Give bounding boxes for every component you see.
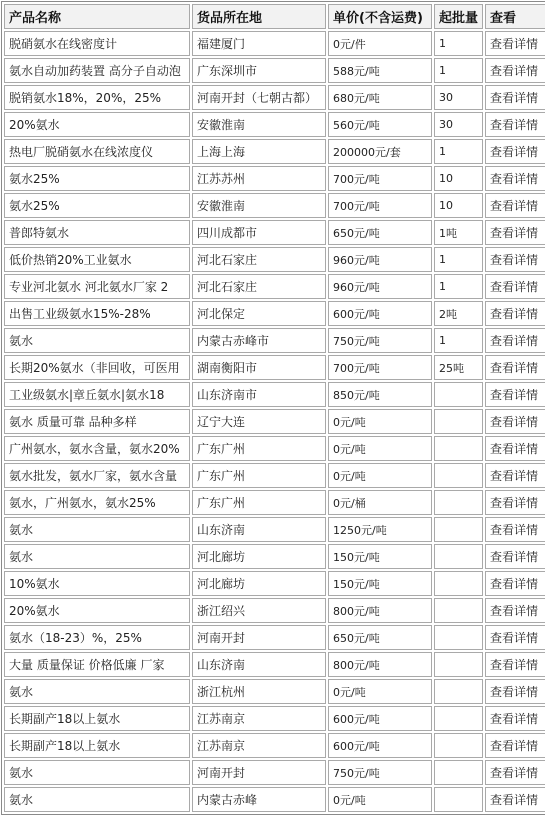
unit-price-cell: 560元/吨 <box>328 112 432 137</box>
min-order-cell: 2吨 <box>434 301 483 326</box>
column-header-view: 查看 <box>485 4 545 29</box>
table-row <box>4 166 545 191</box>
min-order-cell: 1 <box>434 31 483 56</box>
location-cell: 山东济南 <box>192 652 326 677</box>
unit-price-cell: 960元/吨 <box>328 247 432 272</box>
column-header-location: 货品所在地 <box>192 4 326 29</box>
product-name-cell: 10%氨水 <box>4 571 190 596</box>
unit-price-cell: 960元/吨 <box>328 274 432 299</box>
min-order-cell: 1 <box>434 139 483 164</box>
view-details-link[interactable]: 查看详情 <box>485 193 545 218</box>
unit-price-cell: 600元/吨 <box>328 706 432 731</box>
product-name-cell: 工业级氨水|章丘氨水|氨水18 <box>4 382 190 407</box>
view-details-link[interactable]: 查看详情 <box>485 328 545 353</box>
view-details-link[interactable]: 查看详情 <box>485 517 545 542</box>
column-header-min-order: 起批量 <box>434 4 483 29</box>
min-order-cell <box>434 598 483 623</box>
min-order-cell <box>434 571 483 596</box>
unit-price-cell: 750元/吨 <box>328 328 432 353</box>
product-name-cell: 氨水 <box>4 544 190 569</box>
view-details-link[interactable]: 查看详情 <box>485 463 545 488</box>
table-row <box>4 85 545 110</box>
location-cell: 安徽淮南 <box>192 193 326 218</box>
product-name-cell: 出售工业级氨水15%-28% <box>4 301 190 326</box>
table-row <box>4 382 545 407</box>
unit-price-cell: 600元/吨 <box>328 733 432 758</box>
view-details-link[interactable]: 查看详情 <box>485 706 545 731</box>
product-name-cell: 专业河北氨水 河北氨水厂家 2 <box>4 274 190 299</box>
table-row <box>4 544 545 569</box>
product-name-cell: 脱销氨水18%，20%，25% <box>4 85 190 110</box>
view-details-link[interactable]: 查看详情 <box>485 760 545 785</box>
min-order-cell <box>434 409 483 434</box>
column-header-unit-price: 单价(不含运费) <box>328 4 432 29</box>
min-order-cell: 25吨 <box>434 355 483 380</box>
product-name-cell: 20%氨水 <box>4 112 190 137</box>
view-details-link[interactable]: 查看详情 <box>485 787 545 812</box>
location-cell: 江苏南京 <box>192 733 326 758</box>
table-row <box>4 409 545 434</box>
location-cell: 辽宁大连 <box>192 409 326 434</box>
product-name-cell: 长期副产18以上氨水 <box>4 706 190 731</box>
min-order-cell <box>434 652 483 677</box>
min-order-cell: 1 <box>434 247 483 272</box>
header-row <box>4 4 545 29</box>
table-row <box>4 274 545 299</box>
table-row <box>4 571 545 596</box>
view-details-link[interactable]: 查看详情 <box>485 247 545 272</box>
unit-price-cell: 750元/吨 <box>328 760 432 785</box>
location-cell: 内蒙古赤峰市 <box>192 328 326 353</box>
location-cell: 江苏南京 <box>192 706 326 731</box>
product-name-cell: 氨水 质量可靠 品种多样 <box>4 409 190 434</box>
product-name-cell: 普郎特氨水 <box>4 220 190 245</box>
table-row <box>4 220 545 245</box>
product-table <box>1 1 545 815</box>
view-details-link[interactable]: 查看详情 <box>485 382 545 407</box>
location-cell: 上海上海 <box>192 139 326 164</box>
view-details-link[interactable]: 查看详情 <box>485 544 545 569</box>
min-order-cell: 1 <box>434 58 483 83</box>
table-row <box>4 301 545 326</box>
location-cell: 安徽淮南 <box>192 112 326 137</box>
min-order-cell: 30 <box>434 112 483 137</box>
min-order-cell <box>434 517 483 542</box>
location-cell: 浙江杭州 <box>192 679 326 704</box>
product-name-cell: 氨水 <box>4 517 190 542</box>
unit-price-cell: 850元/吨 <box>328 382 432 407</box>
location-cell: 四川成都市 <box>192 220 326 245</box>
product-name-cell: 低价热销20%工业氨水 <box>4 247 190 272</box>
location-cell: 浙江绍兴 <box>192 598 326 623</box>
min-order-cell <box>434 706 483 731</box>
unit-price-cell: 650元/吨 <box>328 220 432 245</box>
unit-price-cell: 680元/吨 <box>328 85 432 110</box>
location-cell: 山东济南 <box>192 517 326 542</box>
unit-price-cell: 0元/吨 <box>328 436 432 461</box>
product-name-cell: 长期副产18以上氨水 <box>4 733 190 758</box>
view-details-link[interactable]: 查看详情 <box>485 652 545 677</box>
location-cell: 河南开封 <box>192 760 326 785</box>
view-details-link[interactable]: 查看详情 <box>485 598 545 623</box>
unit-price-cell: 0元/吨 <box>328 409 432 434</box>
location-cell: 河南开封 <box>192 625 326 650</box>
table-row <box>4 112 545 137</box>
table-row <box>4 193 545 218</box>
table-row <box>4 328 545 353</box>
location-cell: 广东广州 <box>192 490 326 515</box>
table-row <box>4 139 545 164</box>
product-name-cell: 氨水 <box>4 787 190 812</box>
min-order-cell <box>434 463 483 488</box>
table-row <box>4 652 545 677</box>
view-details-link[interactable]: 查看详情 <box>485 274 545 299</box>
view-details-link[interactable]: 查看详情 <box>485 301 545 326</box>
product-name-cell: 氨水批发，氨水厂家，氨水含量 <box>4 463 190 488</box>
min-order-cell <box>434 787 483 812</box>
table-row <box>4 355 545 380</box>
table-row <box>4 706 545 731</box>
unit-price-cell: 0元/桶 <box>328 490 432 515</box>
unit-price-cell: 800元/吨 <box>328 652 432 677</box>
location-cell: 山东济南市 <box>192 382 326 407</box>
product-name-cell: 广州氨水，氨水含量，氨水20% <box>4 436 190 461</box>
view-details-link[interactable]: 查看详情 <box>485 139 545 164</box>
view-details-link[interactable]: 查看详情 <box>485 571 545 596</box>
location-cell: 广东广州 <box>192 463 326 488</box>
product-name-cell: 氨水，广州氨水，氨水25% <box>4 490 190 515</box>
unit-price-cell: 700元/吨 <box>328 355 432 380</box>
table-row <box>4 31 545 56</box>
min-order-cell <box>434 733 483 758</box>
min-order-cell: 1 <box>434 274 483 299</box>
min-order-cell <box>434 382 483 407</box>
product-name-cell: 热电厂脱硝氨水在线浓度仪 <box>4 139 190 164</box>
table-row <box>4 58 545 83</box>
view-details-link[interactable]: 查看详情 <box>485 112 545 137</box>
column-header-product-name: 产品名称 <box>4 4 190 29</box>
unit-price-cell: 150元/吨 <box>328 571 432 596</box>
product-name-cell: 氨水自动加药装置 高分子自动泡 <box>4 58 190 83</box>
location-cell: 内蒙古赤峰 <box>192 787 326 812</box>
min-order-cell: 1吨 <box>434 220 483 245</box>
location-cell: 河南开封（七朝古都） <box>192 85 326 110</box>
product-name-cell: 20%氨水 <box>4 598 190 623</box>
view-details-link[interactable]: 查看详情 <box>485 355 545 380</box>
location-cell: 河北石家庄 <box>192 274 326 299</box>
location-cell: 福建厦门 <box>192 31 326 56</box>
table-row <box>4 625 545 650</box>
location-cell: 广东广州 <box>192 436 326 461</box>
unit-price-cell: 0元/吨 <box>328 679 432 704</box>
product-name-cell: 氨水 <box>4 760 190 785</box>
min-order-cell <box>434 625 483 650</box>
table-row <box>4 517 545 542</box>
unit-price-cell: 700元/吨 <box>328 193 432 218</box>
min-order-cell <box>434 679 483 704</box>
unit-price-cell: 588元/吨 <box>328 58 432 83</box>
view-details-link[interactable]: 查看详情 <box>485 625 545 650</box>
view-details-link[interactable]: 查看详情 <box>485 58 545 83</box>
table-row <box>4 436 545 461</box>
unit-price-cell: 650元/吨 <box>328 625 432 650</box>
product-name-cell: 脱硝氨水在线密度计 <box>4 31 190 56</box>
view-details-link[interactable]: 查看详情 <box>485 31 545 56</box>
unit-price-cell: 1250元/吨 <box>328 517 432 542</box>
product-name-cell: 氨水25% <box>4 166 190 191</box>
min-order-cell <box>434 490 483 515</box>
unit-price-cell: 200000元/套 <box>328 139 432 164</box>
location-cell: 湖南衡阳市 <box>192 355 326 380</box>
product-name-cell: 氨水 <box>4 679 190 704</box>
view-details-link[interactable]: 查看详情 <box>485 679 545 704</box>
unit-price-cell: 800元/吨 <box>328 598 432 623</box>
table-body <box>4 31 545 812</box>
min-order-cell <box>434 436 483 461</box>
unit-price-cell: 150元/吨 <box>328 544 432 569</box>
min-order-cell <box>434 760 483 785</box>
table-row <box>4 760 545 785</box>
location-cell: 河北廊坊 <box>192 571 326 596</box>
location-cell: 河北保定 <box>192 301 326 326</box>
min-order-cell: 10 <box>434 166 483 191</box>
table-row <box>4 463 545 488</box>
product-name-cell: 氨水（18-23）%，25% <box>4 625 190 650</box>
location-cell: 江苏苏州 <box>192 166 326 191</box>
location-cell: 广东深圳市 <box>192 58 326 83</box>
table-row <box>4 490 545 515</box>
unit-price-cell: 0元/吨 <box>328 463 432 488</box>
table-row <box>4 787 545 812</box>
view-details-link[interactable]: 查看详情 <box>485 166 545 191</box>
unit-price-cell: 600元/吨 <box>328 301 432 326</box>
min-order-cell: 30 <box>434 85 483 110</box>
unit-price-cell: 700元/吨 <box>328 166 432 191</box>
table-row <box>4 679 545 704</box>
location-cell: 河北廊坊 <box>192 544 326 569</box>
product-name-cell: 氨水 <box>4 328 190 353</box>
view-details-link[interactable]: 查看详情 <box>485 436 545 461</box>
view-details-link[interactable]: 查看详情 <box>485 85 545 110</box>
unit-price-cell: 0元/件 <box>328 31 432 56</box>
table-row <box>4 733 545 758</box>
product-name-cell: 长期20%氨水（非回收，可医用 <box>4 355 190 380</box>
min-order-cell: 10 <box>434 193 483 218</box>
min-order-cell: 1 <box>434 328 483 353</box>
product-name-cell: 氨水25% <box>4 193 190 218</box>
product-name-cell: 大量 质量保证 价格低廉 厂家 <box>4 652 190 677</box>
view-details-link[interactable]: 查看详情 <box>485 490 545 515</box>
view-details-link[interactable]: 查看详情 <box>485 733 545 758</box>
view-details-link[interactable]: 查看详情 <box>485 409 545 434</box>
unit-price-cell: 0元/吨 <box>328 787 432 812</box>
location-cell: 河北石家庄 <box>192 247 326 272</box>
min-order-cell <box>434 544 483 569</box>
table-row <box>4 247 545 272</box>
table-row <box>4 598 545 623</box>
view-details-link[interactable]: 查看详情 <box>485 220 545 245</box>
